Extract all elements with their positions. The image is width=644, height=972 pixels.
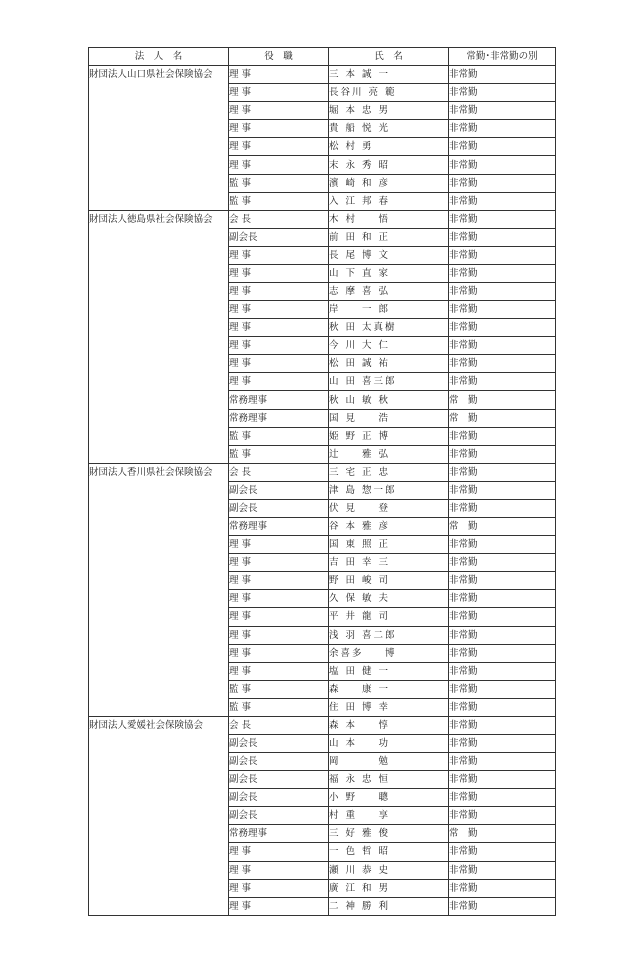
officer-role: 理 事 [229, 138, 329, 156]
officer-role: 監 事 [229, 445, 329, 463]
officer-name: 貴 船 悦 光 [329, 120, 449, 138]
officer-name: 吉 田 幸 三 [329, 554, 449, 572]
employment-type: 非常勤 [449, 283, 556, 301]
officer-name: 前 田 和 正 [329, 228, 449, 246]
officer-name: 村 重 享 [329, 807, 449, 825]
officer-name: 小 野 聰 [329, 789, 449, 807]
officer-name: 辻 雅 弘 [329, 445, 449, 463]
header-row [89, 48, 556, 66]
employment-type: 非常勤 [449, 481, 556, 499]
officer-name: 野 田 峻 司 [329, 572, 449, 590]
officer-name: 森 康 一 [329, 680, 449, 698]
corporation-name: 財団法人愛媛社会保険協会 [89, 716, 229, 915]
officer-name: 三 本 誠 一 [329, 66, 449, 84]
employment-type: 非常勤 [449, 445, 556, 463]
employment-type: 常 勤 [449, 518, 556, 536]
employment-type: 非常勤 [449, 716, 556, 734]
officer-role: 理 事 [229, 102, 329, 120]
table-row [89, 210, 556, 228]
officer-name: 長 尾 博 文 [329, 246, 449, 264]
officer-roster-table [88, 47, 556, 916]
officer-role: 理 事 [229, 120, 329, 138]
officer-name: 秋 田 太真樹 [329, 319, 449, 337]
officer-name: 松 田 誠 祐 [329, 355, 449, 373]
corporation-name: 財団法人徳島県社会保険協会 [89, 210, 229, 463]
officer-name: 長谷川 亮 範 [329, 84, 449, 102]
employment-type: 非常勤 [449, 590, 556, 608]
employment-type: 非常勤 [449, 807, 556, 825]
employment-type: 非常勤 [449, 192, 556, 210]
employment-type: 非常勤 [449, 572, 556, 590]
officer-role: 理 事 [229, 264, 329, 282]
employment-type: 非常勤 [449, 84, 556, 102]
employment-type: 非常勤 [449, 463, 556, 481]
officer-role: 理 事 [229, 572, 329, 590]
officer-name: 塩 田 健 一 [329, 662, 449, 680]
employment-type: 非常勤 [449, 644, 556, 662]
officer-name: 二 神 勝 利 [329, 897, 449, 915]
roster-body [89, 66, 556, 916]
officer-role: 監 事 [229, 192, 329, 210]
officer-name: 浅 羽 喜二郎 [329, 626, 449, 644]
officer-name: 山 田 喜三郎 [329, 373, 449, 391]
officer-name: 山 本 功 [329, 734, 449, 752]
officer-role: 会 長 [229, 210, 329, 228]
officer-role: 理 事 [229, 861, 329, 879]
officer-role: 常務理事 [229, 409, 329, 427]
employment-type: 非常勤 [449, 897, 556, 915]
table-row [89, 463, 556, 481]
employment-type: 非常勤 [449, 626, 556, 644]
employment-type: 非常勤 [449, 843, 556, 861]
officer-role: 常務理事 [229, 518, 329, 536]
officer-name: 福 永 忠 恒 [329, 771, 449, 789]
officer-role: 理 事 [229, 608, 329, 626]
employment-type: 非常勤 [449, 698, 556, 716]
officer-role: 理 事 [229, 337, 329, 355]
employment-type: 非常勤 [449, 120, 556, 138]
officer-role: 理 事 [229, 843, 329, 861]
officer-name: 廣 江 和 男 [329, 879, 449, 897]
officer-name: 津 島 惣一郎 [329, 481, 449, 499]
employment-type: 非常勤 [449, 210, 556, 228]
officer-name: 木 村 悟 [329, 210, 449, 228]
officer-name: 余喜多 博 [329, 644, 449, 662]
officer-role: 理 事 [229, 246, 329, 264]
officer-name: 平 井 龍 司 [329, 608, 449, 626]
officer-role: 理 事 [229, 66, 329, 84]
officer-role: 副会長 [229, 481, 329, 499]
employment-type: 非常勤 [449, 680, 556, 698]
officer-name: 三 宅 正 忠 [329, 463, 449, 481]
officer-name: 住 田 博 幸 [329, 698, 449, 716]
officer-name: 姫 野 正 博 [329, 427, 449, 445]
employment-type: 非常勤 [449, 156, 556, 174]
officer-role: 監 事 [229, 174, 329, 192]
corporation-name: 財団法人香川県社会保険協会 [89, 463, 229, 716]
employment-type: 非常勤 [449, 246, 556, 264]
officer-name: 伏 見 登 [329, 499, 449, 517]
employment-type: 非常勤 [449, 734, 556, 752]
employment-type: 非常勤 [449, 138, 556, 156]
officer-name: 三 好 雅 俊 [329, 825, 449, 843]
officer-role: 副会長 [229, 228, 329, 246]
officer-name: 国 見 浩 [329, 409, 449, 427]
officer-name: 堀 本 忠 男 [329, 102, 449, 120]
employment-type: 非常勤 [449, 789, 556, 807]
officer-name: 今 川 大 仁 [329, 337, 449, 355]
table-row [89, 66, 556, 84]
officer-name: 久 保 敏 夫 [329, 590, 449, 608]
officer-role: 会 長 [229, 463, 329, 481]
officer-role: 理 事 [229, 319, 329, 337]
officer-name: 岡 勉 [329, 753, 449, 771]
officer-name: 末 永 秀 昭 [329, 156, 449, 174]
officer-role: 監 事 [229, 680, 329, 698]
officer-role: 理 事 [229, 554, 329, 572]
officer-name: 国 東 照 正 [329, 536, 449, 554]
officer-name: 濱 崎 和 彦 [329, 174, 449, 192]
employment-type: 非常勤 [449, 355, 556, 373]
officer-role: 理 事 [229, 84, 329, 102]
table-row [89, 716, 556, 734]
officer-role: 常務理事 [229, 391, 329, 409]
header-name: 氏 名 [329, 48, 449, 66]
employment-type: 非常勤 [449, 879, 556, 897]
employment-type: 非常勤 [449, 771, 556, 789]
officer-role: 理 事 [229, 897, 329, 915]
officer-role: 理 事 [229, 355, 329, 373]
officer-name: 秋 山 敏 秋 [329, 391, 449, 409]
employment-type: 非常勤 [449, 608, 556, 626]
employment-type: 非常勤 [449, 66, 556, 84]
officer-name: 瀬 川 恭 史 [329, 861, 449, 879]
officer-role: 理 事 [229, 626, 329, 644]
officer-role: 副会長 [229, 771, 329, 789]
officer-role: 常務理事 [229, 825, 329, 843]
header-role: 役 職 [229, 48, 329, 66]
officer-role: 理 事 [229, 662, 329, 680]
officer-role: 理 事 [229, 644, 329, 662]
officer-name: 谷 本 雅 彦 [329, 518, 449, 536]
officer-name: 入 江 邦 春 [329, 192, 449, 210]
officer-name: 森 本 惇 [329, 716, 449, 734]
officer-role: 副会長 [229, 807, 329, 825]
officer-role: 監 事 [229, 698, 329, 716]
employment-type: 非常勤 [449, 861, 556, 879]
officer-role: 監 事 [229, 427, 329, 445]
employment-type: 非常勤 [449, 662, 556, 680]
officer-name: 一 色 哲 昭 [329, 843, 449, 861]
officer-role: 理 事 [229, 373, 329, 391]
officer-role: 理 事 [229, 879, 329, 897]
employment-type: 常 勤 [449, 409, 556, 427]
employment-type: 非常勤 [449, 319, 556, 337]
officer-role: 理 事 [229, 590, 329, 608]
officer-role: 副会長 [229, 499, 329, 517]
employment-type: 非常勤 [449, 554, 556, 572]
officer-role: 副会長 [229, 734, 329, 752]
header-employment-type: 常勤･非常勤の別 [449, 48, 556, 66]
employment-type: 非常勤 [449, 337, 556, 355]
employment-type: 非常勤 [449, 427, 556, 445]
employment-type: 非常勤 [449, 536, 556, 554]
employment-type: 非常勤 [449, 301, 556, 319]
employment-type: 常 勤 [449, 391, 556, 409]
employment-type: 非常勤 [449, 228, 556, 246]
officer-name: 志 摩 喜 弘 [329, 283, 449, 301]
employment-type: 非常勤 [449, 499, 556, 517]
employment-type: 常 勤 [449, 825, 556, 843]
header-corporation: 法 人 名 [89, 48, 229, 66]
officer-role: 理 事 [229, 283, 329, 301]
employment-type: 非常勤 [449, 264, 556, 282]
officer-role: 理 事 [229, 536, 329, 554]
officer-name: 山 下 直 家 [329, 264, 449, 282]
officer-role: 会 長 [229, 716, 329, 734]
officer-name: 松 村 勇 [329, 138, 449, 156]
corporation-name: 財団法人山口県社会保険協会 [89, 66, 229, 211]
officer-role: 理 事 [229, 301, 329, 319]
officer-role: 副会長 [229, 753, 329, 771]
employment-type: 非常勤 [449, 102, 556, 120]
employment-type: 非常勤 [449, 174, 556, 192]
officer-role: 副会長 [229, 789, 329, 807]
officer-role: 理 事 [229, 156, 329, 174]
employment-type: 非常勤 [449, 753, 556, 771]
employment-type: 非常勤 [449, 373, 556, 391]
officer-name: 岸 一 郎 [329, 301, 449, 319]
